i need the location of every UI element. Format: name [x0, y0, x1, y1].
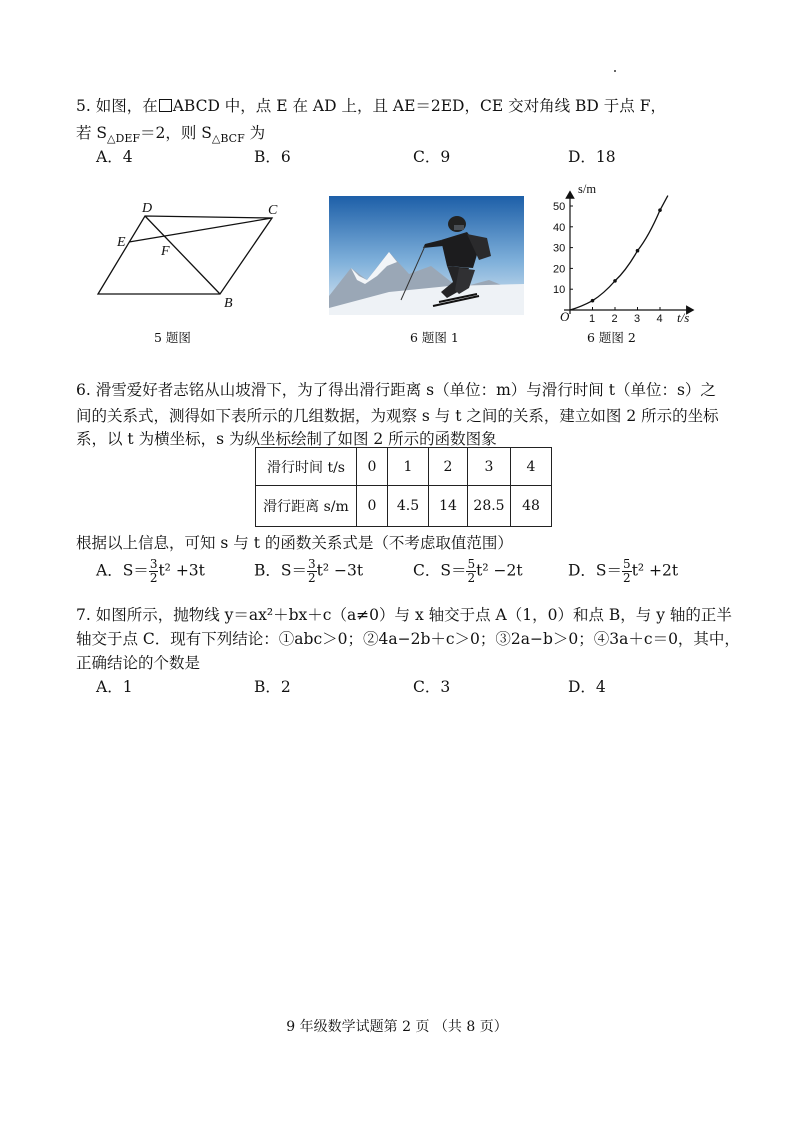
q6-data-table: [255, 447, 552, 527]
q5-option-c: C．9: [413, 148, 451, 166]
fraction-denominator: 2: [149, 571, 158, 585]
scan-dot: [614, 70, 616, 72]
q5-parallelogram-figure: [90, 190, 300, 315]
label-b: B: [224, 296, 233, 311]
option-prefix: D．S＝: [568, 561, 623, 580]
fraction: [466, 558, 476, 585]
parallelogram-abcd: [98, 216, 272, 294]
table-row: [256, 448, 552, 486]
y-tick-label: 40: [553, 221, 566, 234]
table-cell: 4: [511, 448, 552, 486]
q6-fig2-caption: 6 题图 2: [587, 330, 636, 345]
q6-line2: 间的关系式，测得如下表所示的几组数据，为观察 s 与 t 之间的关系，建立如图 2 所示的坐标: [76, 407, 719, 425]
chart-layer: [553, 192, 693, 325]
label-e: E: [117, 235, 126, 250]
data-point: [591, 299, 595, 303]
y-tick-label: 10: [553, 284, 566, 297]
fraction-denominator: 2: [623, 571, 631, 585]
page-footer: 9 年级数学试题第 2 页 （共 8 页）: [286, 1019, 508, 1035]
q5-text-c: 若 S: [76, 124, 108, 142]
y-tick-label: 20: [553, 263, 566, 276]
q5-text-b: ABCD 中，点 E 在 AD 上，且 AE＝2ED，CE 交对角线 BD 于点 F，: [172, 97, 666, 115]
q5-option-a: A．4: [96, 148, 133, 166]
table-cell: 28.5: [468, 486, 511, 527]
q6-graph: [548, 180, 700, 328]
skier-photo: [329, 196, 524, 315]
table-cell: 48: [511, 486, 552, 527]
q5-line2: [76, 121, 265, 145]
fraction-numerator: 5: [623, 557, 631, 571]
option-prefix: C．S＝: [413, 561, 467, 580]
q5-option-d: D．18: [568, 148, 616, 166]
data-point: [613, 279, 617, 283]
table-cell: 0: [357, 448, 388, 486]
series-line: [570, 210, 660, 310]
q5-text-a: 5. 如图，在: [76, 97, 158, 115]
option-prefix: A．S＝: [96, 561, 149, 580]
q6-line1: 6. 滑雪爱好者志铭从山坡滑下，为了得出滑行距离 s（单位：m）与滑行时间 t（单位：s）之: [76, 381, 716, 399]
fraction: [149, 558, 159, 585]
y-tick-label: 50: [553, 201, 566, 213]
label-c: C: [268, 203, 278, 218]
table-header-distance: 滑行距离 s/m: [256, 486, 357, 527]
option-prefix: B．S＝: [254, 561, 308, 580]
data-point: [658, 208, 662, 212]
y-axis-label: s/m: [578, 182, 597, 196]
q5-option-b: B．6: [254, 148, 291, 166]
q7-option-a: A．1: [96, 678, 133, 696]
parallelogram-icon: [159, 99, 172, 112]
table-cell: 2: [429, 448, 468, 486]
q6-option-c: [413, 558, 523, 585]
q6-line3: 系，以 t 为横坐标，s 为纵坐标绘制了如图 2 所示的函数图象: [76, 430, 497, 448]
fraction-numerator: 3: [149, 557, 158, 571]
label-d: D: [142, 201, 153, 216]
fraction-numerator: 5: [467, 557, 476, 571]
x-axis-label: t/s: [677, 310, 690, 325]
table-row: [256, 486, 552, 527]
fraction-denominator: 2: [467, 571, 476, 585]
table-cell: 4.5: [388, 486, 429, 527]
fraction-denominator: 2: [308, 571, 316, 585]
q5-text-e: 为: [244, 124, 266, 142]
table-cell: 3: [468, 448, 511, 486]
option-rest: t² −2t: [476, 561, 523, 580]
diagonal-bd: [145, 216, 220, 294]
label-f: F: [161, 244, 170, 259]
q7-option-b: B．2: [254, 678, 291, 696]
table-cell: 1: [388, 448, 429, 486]
q6-option-b: [254, 558, 363, 585]
q5-text-d: ＝2，则 S: [140, 124, 212, 142]
x-tick-label: 3: [634, 313, 641, 325]
q7-option-c: C．3: [413, 678, 451, 696]
q6-fig1-caption: 6 题图 1: [410, 330, 459, 345]
series-line-extension: [660, 196, 668, 211]
fraction: [622, 558, 632, 585]
data-point: [636, 249, 640, 253]
table-cell: 0: [357, 486, 388, 527]
fraction: [307, 558, 317, 585]
table-cell: 14: [429, 486, 468, 527]
q6-option-a: [96, 558, 205, 585]
origin-label: O: [560, 309, 570, 324]
q5-sub-bcf: △BCF: [211, 132, 245, 146]
x-tick-label: 1: [589, 313, 596, 325]
fraction-numerator: 3: [308, 557, 316, 571]
q5-sub-def: △DEF: [107, 132, 140, 146]
q7-line2: 轴交于点 C．现有下列结论：①abc＞0；②4a−2b＋c＞0；③2a−b＞0；④3a＋c＝0，其中，: [76, 630, 740, 648]
q7-option-d: D．4: [568, 678, 606, 696]
y-tick-label: 30: [553, 242, 566, 255]
q7-line1: 7. 如图所示，抛物线 y＝ax²＋bx＋c（a≠0）与 x 轴交于点 A（1，0）和点 B，与 y 轴的正半: [76, 606, 732, 624]
option-rest: t² +3t: [158, 561, 205, 580]
q5-line1: [76, 94, 666, 116]
x-tick-label: 4: [656, 313, 663, 325]
table-header-time: 滑行时间 t/s: [256, 448, 357, 486]
q6-question: 根据以上信息，可知 s 与 t 的函数关系式是（不考虑取值范围）: [76, 534, 513, 552]
q6-option-d: [568, 558, 678, 585]
q7-line3: 正确结论的个数是: [76, 654, 201, 672]
q5-fig-caption: 5 题图: [154, 330, 191, 345]
option-rest: t² −3t: [316, 561, 364, 580]
option-rest: t² +2t: [631, 561, 679, 580]
x-tick-label: 2: [611, 313, 618, 325]
